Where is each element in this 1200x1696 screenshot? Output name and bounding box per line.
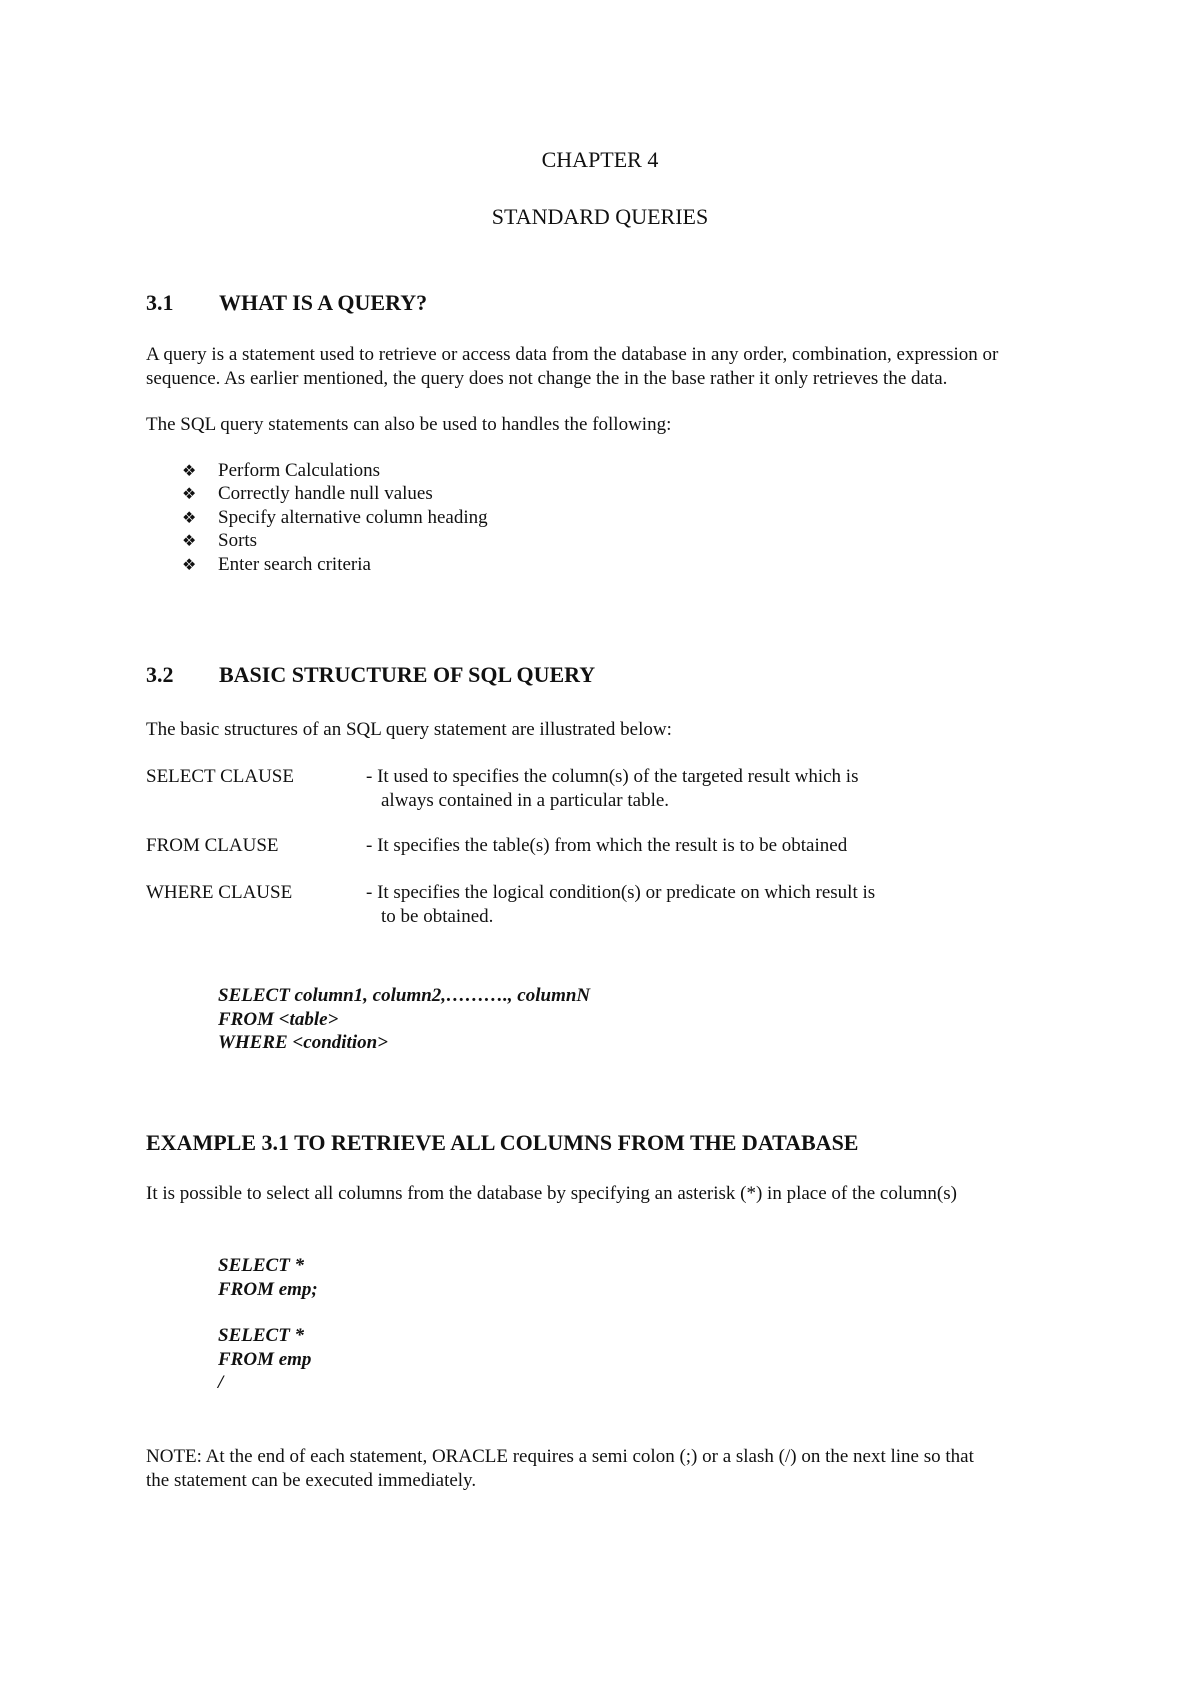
bullet-list [182,459,682,576]
paragraph-sql-uses: The SQL query statements can also be used to handles the following: [146,414,672,435]
diamond-bullet-icon: ❖ [182,507,197,527]
section-title: WHAT IS A QUERY? [219,290,428,315]
clause-term-where: WHERE CLAUSE [146,882,293,903]
list-item-label: Sorts [218,530,258,552]
code-block-slash [218,1324,311,1395]
paragraph-example-intro: It is possible to select all columns from the database by specifying an asterisk (*) in place of the column(s) [146,1183,957,1204]
paragraph-line: NOTE: At the end of each statement, ORACLE requires a semi colon (;) or a slash (/) on the next line so that [146,1446,974,1467]
diamond-bullet-icon: ❖ [182,554,197,574]
clause-desc-line: to be obtained. [381,905,494,927]
code-line: WHERE <condition> [218,1032,388,1053]
clause-desc-line: - It used to specifies the column(s) of the targeted result which is [366,766,859,787]
list-item [182,529,682,552]
paragraph-query-definition [146,343,998,390]
code-line: FROM emp; [218,1278,318,1300]
section-number: 3.2 [146,662,174,687]
chapter-subtitle: STANDARD QUERIES [491,204,709,229]
clause-term-select: SELECT CLAUSE [146,766,294,787]
example-heading: EXAMPLE 3.1 TO RETRIEVE ALL COLUMNS FROM THE DATABASE [146,1130,859,1155]
list-item [182,459,682,482]
list-item [182,553,682,576]
code-line: SELECT * [218,1325,305,1346]
diamond-bullet-icon: ❖ [182,484,197,504]
code-line: FROM <table> [218,1008,339,1030]
clause-desc-line: - It specifies the logical condition(s) or predicate on which result is [366,882,876,903]
paragraph-line: A query is a statement used to retrieve or access data from the database in any order, combination, expression or [146,344,999,365]
chapter-title: CHAPTER 4 [541,147,659,172]
list-item [182,506,682,529]
code-line: SELECT * [218,1255,305,1276]
clause-term-from: FROM CLAUSE [146,835,279,856]
clause-desc-where [366,881,875,928]
list-item-label: Perform Calculations [218,460,380,481]
note-paragraph [146,1445,974,1492]
paragraph-line: the statement can be executed immediately. [146,1469,477,1491]
diamond-bullet-icon: ❖ [182,461,197,480]
code-line: SELECT column1, column2,………., columnN [218,985,591,1006]
paragraph-structure-intro: The basic structures of an SQL query statement are illustrated below: [146,719,672,740]
clause-desc-select [366,765,858,812]
sql-syntax-block [218,984,590,1055]
section-heading-3-1 [146,290,846,318]
section-title: BASIC STRUCTURE OF SQL QUERY [219,662,596,687]
clause-desc-from: - It specifies the table(s) from which the result is to be obtained [366,835,848,856]
list-item-label: Enter search criteria [218,553,371,575]
list-item-label: Correctly handle null values [218,483,433,505]
section-number: 3.1 [146,290,174,315]
paragraph-line: sequence. As earlier mentioned, the query does not change the in the base rather it only retrieves the data. [146,367,948,389]
diamond-bullet-icon: ❖ [182,531,197,551]
list-item [182,482,682,505]
section-heading-3-2 [146,662,946,690]
code-block-semicolon [218,1254,318,1301]
code-line: FROM emp [218,1348,312,1370]
code-line: / [218,1372,224,1393]
clause-desc-line: always contained in a particular table. [381,789,670,811]
list-item-label: Specify alternative column heading [218,506,488,528]
